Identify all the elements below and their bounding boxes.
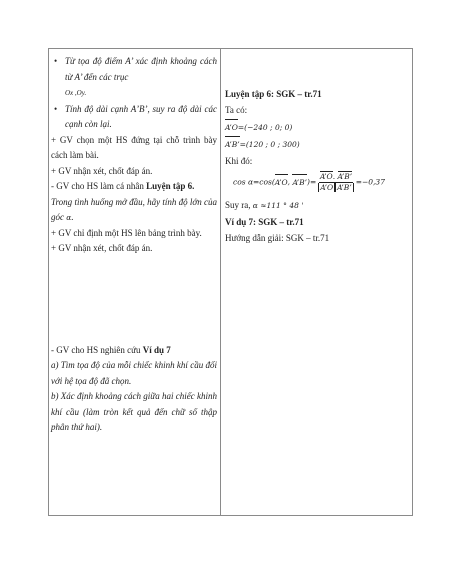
bullet-item xyxy=(51,102,217,133)
text: =(−240 ; 0; 0) xyxy=(237,123,293,132)
vector: A’B’ xyxy=(225,137,240,153)
text: (làm tròn kết quả đến chữ số thập phân thứ hai) xyxy=(51,406,217,432)
bullet-item xyxy=(51,54,217,102)
paragraph: + GV chỉ định một HS lên bảng trình bày. xyxy=(51,227,202,238)
text: Trong tình huống mở đầu, hãy tính độ lớn của góc xyxy=(51,196,217,222)
vector: A’B’ xyxy=(337,183,352,192)
paragraph: + GV nhận xét, chốt đáp án. xyxy=(51,165,153,176)
text: Suy ra, xyxy=(225,200,253,210)
equation xyxy=(225,120,410,136)
paragraph: Khi đó: xyxy=(225,156,253,166)
vector: A’O xyxy=(319,172,333,181)
vector: A’O xyxy=(225,120,238,136)
magnitude xyxy=(318,183,335,192)
text: cos α=cos( xyxy=(233,177,275,187)
text: =−0,37 xyxy=(355,177,385,187)
bullet-text: Tính độ dài cạnh A’B’, suy ra độ dài các cạnh còn lại. xyxy=(65,103,217,129)
text: - GV cho HS nghiên cứu xyxy=(51,344,143,355)
bullet-icon: • xyxy=(54,103,58,114)
axes-label: Ox ,Oy. xyxy=(65,89,87,97)
paragraph: Hướng dẫn giải: SGK – tr.71 xyxy=(225,233,330,243)
angle-value: α ≈111 ° 48 ' xyxy=(252,201,304,210)
paragraph: a) Tìm tọa độ của mỗi chiếc khinh khí cầu đối với hệ tọa độ đã chọn. xyxy=(51,360,217,386)
equation xyxy=(225,137,410,153)
column-divider xyxy=(220,48,221,516)
fraction xyxy=(317,172,354,193)
text: . xyxy=(71,212,74,222)
bullet-icon: • xyxy=(54,56,58,66)
alpha-symbol: α xyxy=(66,213,72,222)
student-activity-column xyxy=(225,86,410,246)
cosine-equation xyxy=(233,172,410,193)
section-heading: Ví dụ 7: SGK – tr.71 xyxy=(225,217,304,227)
vector: A’B’ xyxy=(292,175,307,191)
text: . xyxy=(99,422,103,432)
paragraph: + GV chọn một HS đứng tại chỗ trình bày cách làm bài. xyxy=(51,134,217,160)
paragraph xyxy=(225,197,410,214)
spacer xyxy=(51,257,217,343)
paragraph xyxy=(51,195,217,226)
paragraph xyxy=(51,389,217,436)
text: , xyxy=(287,177,293,187)
exercise-label: Luyện tập 6. xyxy=(146,181,195,191)
vector: A’O xyxy=(320,183,334,192)
section-heading: Luyện tập 6: SGK – tr.71 xyxy=(225,89,322,99)
text: b) Xác định khoảng cách giữa hai chiếc khinh khí cầu xyxy=(51,391,217,417)
text: )= xyxy=(307,177,317,187)
text: - GV cho HS làm cá nhân xyxy=(51,181,147,191)
fraction-denominator xyxy=(317,183,354,193)
paragraph xyxy=(51,179,217,195)
bullet-text: Từ tọa độ điểm A’ xác định khoảng cách từ A’ đến các trục xyxy=(65,56,217,82)
text: =(120 ; 0 ; 300) xyxy=(239,140,300,149)
teacher-activity-column xyxy=(51,54,217,436)
text: . xyxy=(332,172,338,181)
paragraph: Ta có: xyxy=(225,105,248,115)
magnitude xyxy=(335,183,354,192)
paragraph xyxy=(51,343,217,359)
vector: A’O xyxy=(275,175,288,191)
vector: A’B’ xyxy=(337,172,353,181)
paragraph: + GV nhận xét, chốt đáp án. xyxy=(51,243,153,253)
example-label: Ví dụ 7 xyxy=(142,344,171,355)
